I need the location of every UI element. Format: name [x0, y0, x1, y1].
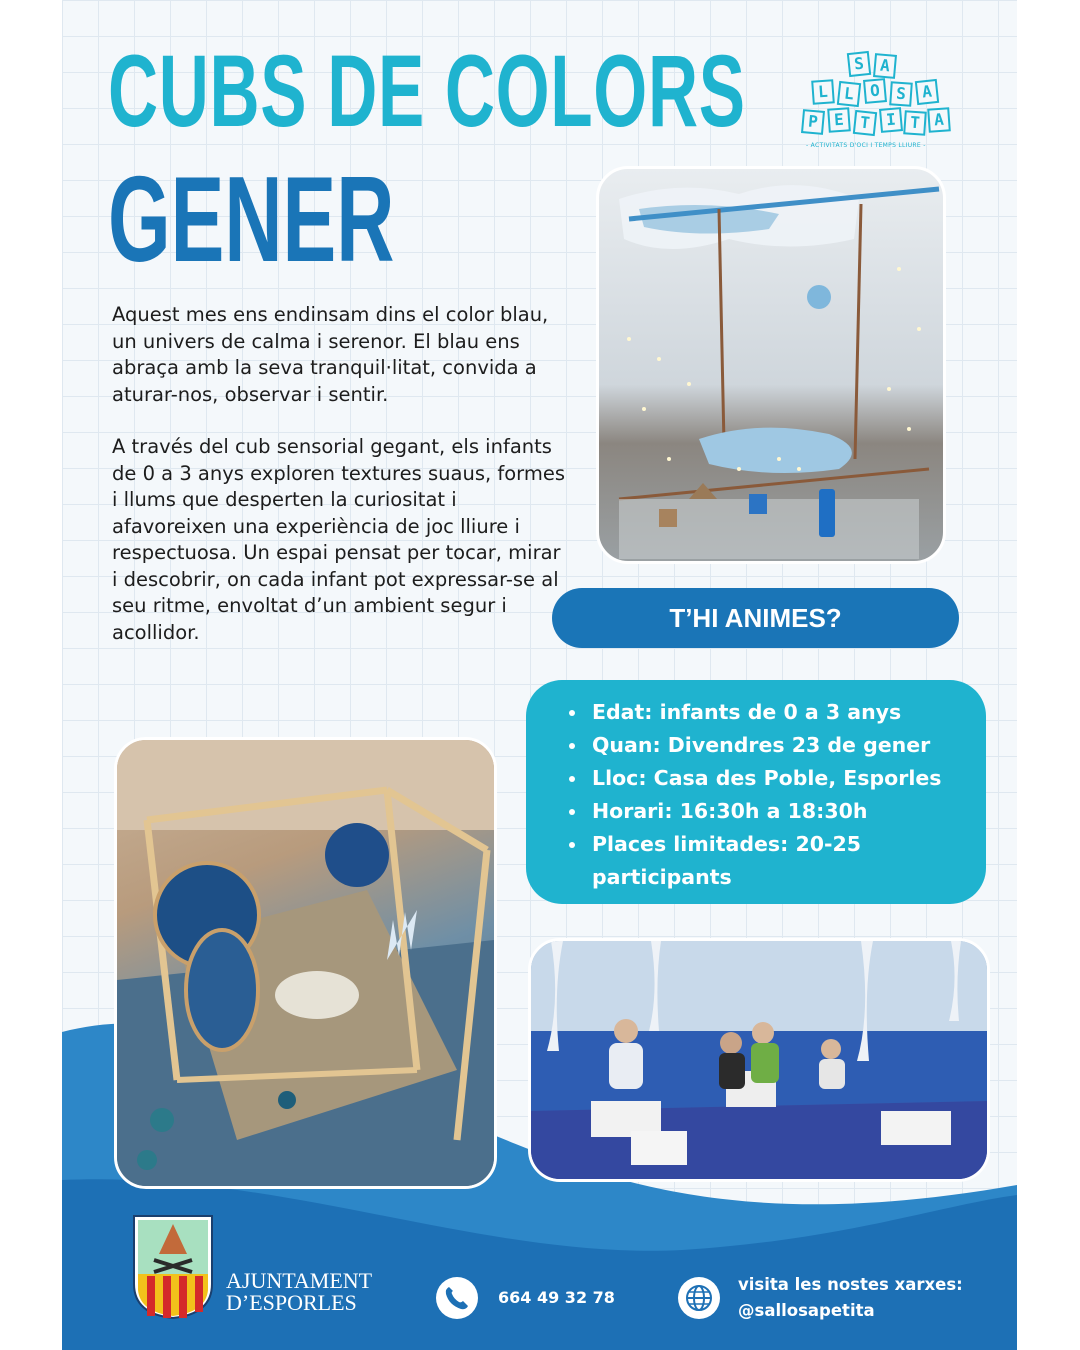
- logo-letter: O: [863, 78, 887, 104]
- title-line-1: CUBS DE COLORS: [108, 34, 746, 148]
- cta-banner: T’HI ANIMES?: [552, 588, 959, 648]
- phone-icon: [436, 1277, 478, 1319]
- logo-letter: S: [889, 81, 913, 106]
- logo-letter: A: [927, 107, 951, 132]
- detail-age: • Edat: infants de 0 a 3 anys: [588, 696, 966, 729]
- photo-sensory-cube-lights: [596, 166, 946, 564]
- logo-letter: A: [873, 53, 897, 79]
- title-line-2: GENER: [108, 151, 395, 287]
- logo-letter: T: [853, 110, 877, 136]
- detail-date: • Quan: Divendres 23 de gener: [588, 729, 966, 762]
- logo-letter: A: [915, 79, 939, 105]
- logo-letter: P: [801, 109, 825, 135]
- event-details-list: [566, 696, 966, 894]
- social-handle[interactable]: @sallosapetita: [738, 1301, 875, 1320]
- detail-place: • Lloc: Casa des Poble, Esporles: [588, 762, 966, 795]
- council-name-line-2: D’ESPORLES: [226, 1290, 357, 1315]
- phone-number: 664 49 32 78: [498, 1288, 615, 1307]
- logo-letter: E: [827, 107, 851, 132]
- photo-wooden-cube-mirrors: [114, 737, 497, 1189]
- photo-children-playing: [528, 938, 990, 1182]
- council-name-line-1: AJUNTAMENT: [226, 1268, 373, 1293]
- intro-text: [112, 302, 572, 672]
- social-label: visita les nostes xarxes:: [738, 1275, 963, 1294]
- globe-icon: [678, 1277, 720, 1319]
- logo-letter: T: [903, 110, 927, 135]
- logo-letter: L: [837, 81, 861, 107]
- detail-places: • Places limitades: 20-25 participants: [588, 828, 966, 894]
- event-details-box: [526, 680, 986, 904]
- coat-of-arms-icon: [132, 1214, 214, 1320]
- sa-llosa-petita-logo: [800, 52, 950, 156]
- logo-letter: I: [879, 107, 903, 133]
- intro-paragraph-2: A través del cub sensorial gegant, els infants de 0 a 3 anys exploren textures suaus, formes i llums que desperten la curiositat i afavoreixen una experiència de joc lliure i respectuosa. Un espai pensat per tocar, mirar i descobrir, on cada infant pot expressar-se al seu ritme, envoltat d’un ambient segur i acollidor.: [112, 435, 565, 644]
- poster: [62, 0, 1017, 1350]
- intro-paragraph-1: Aquest mes ens endinsam dins el color blau, un univers de calma i serenor. El blau ens abraça amb la seva tranquil·litat, convida a aturar-nos, observar i sentir.: [112, 303, 549, 406]
- logo-letter: S: [847, 51, 871, 77]
- social-info: [738, 1272, 963, 1324]
- council-name: [226, 1270, 372, 1314]
- logo-letter: L: [811, 79, 835, 104]
- detail-schedule: • Horari: 16:30h a 18:30h: [588, 795, 966, 828]
- logo-tagline: - ACTIVITATS D'OCI I TEMPS LLIURE -: [806, 142, 926, 149]
